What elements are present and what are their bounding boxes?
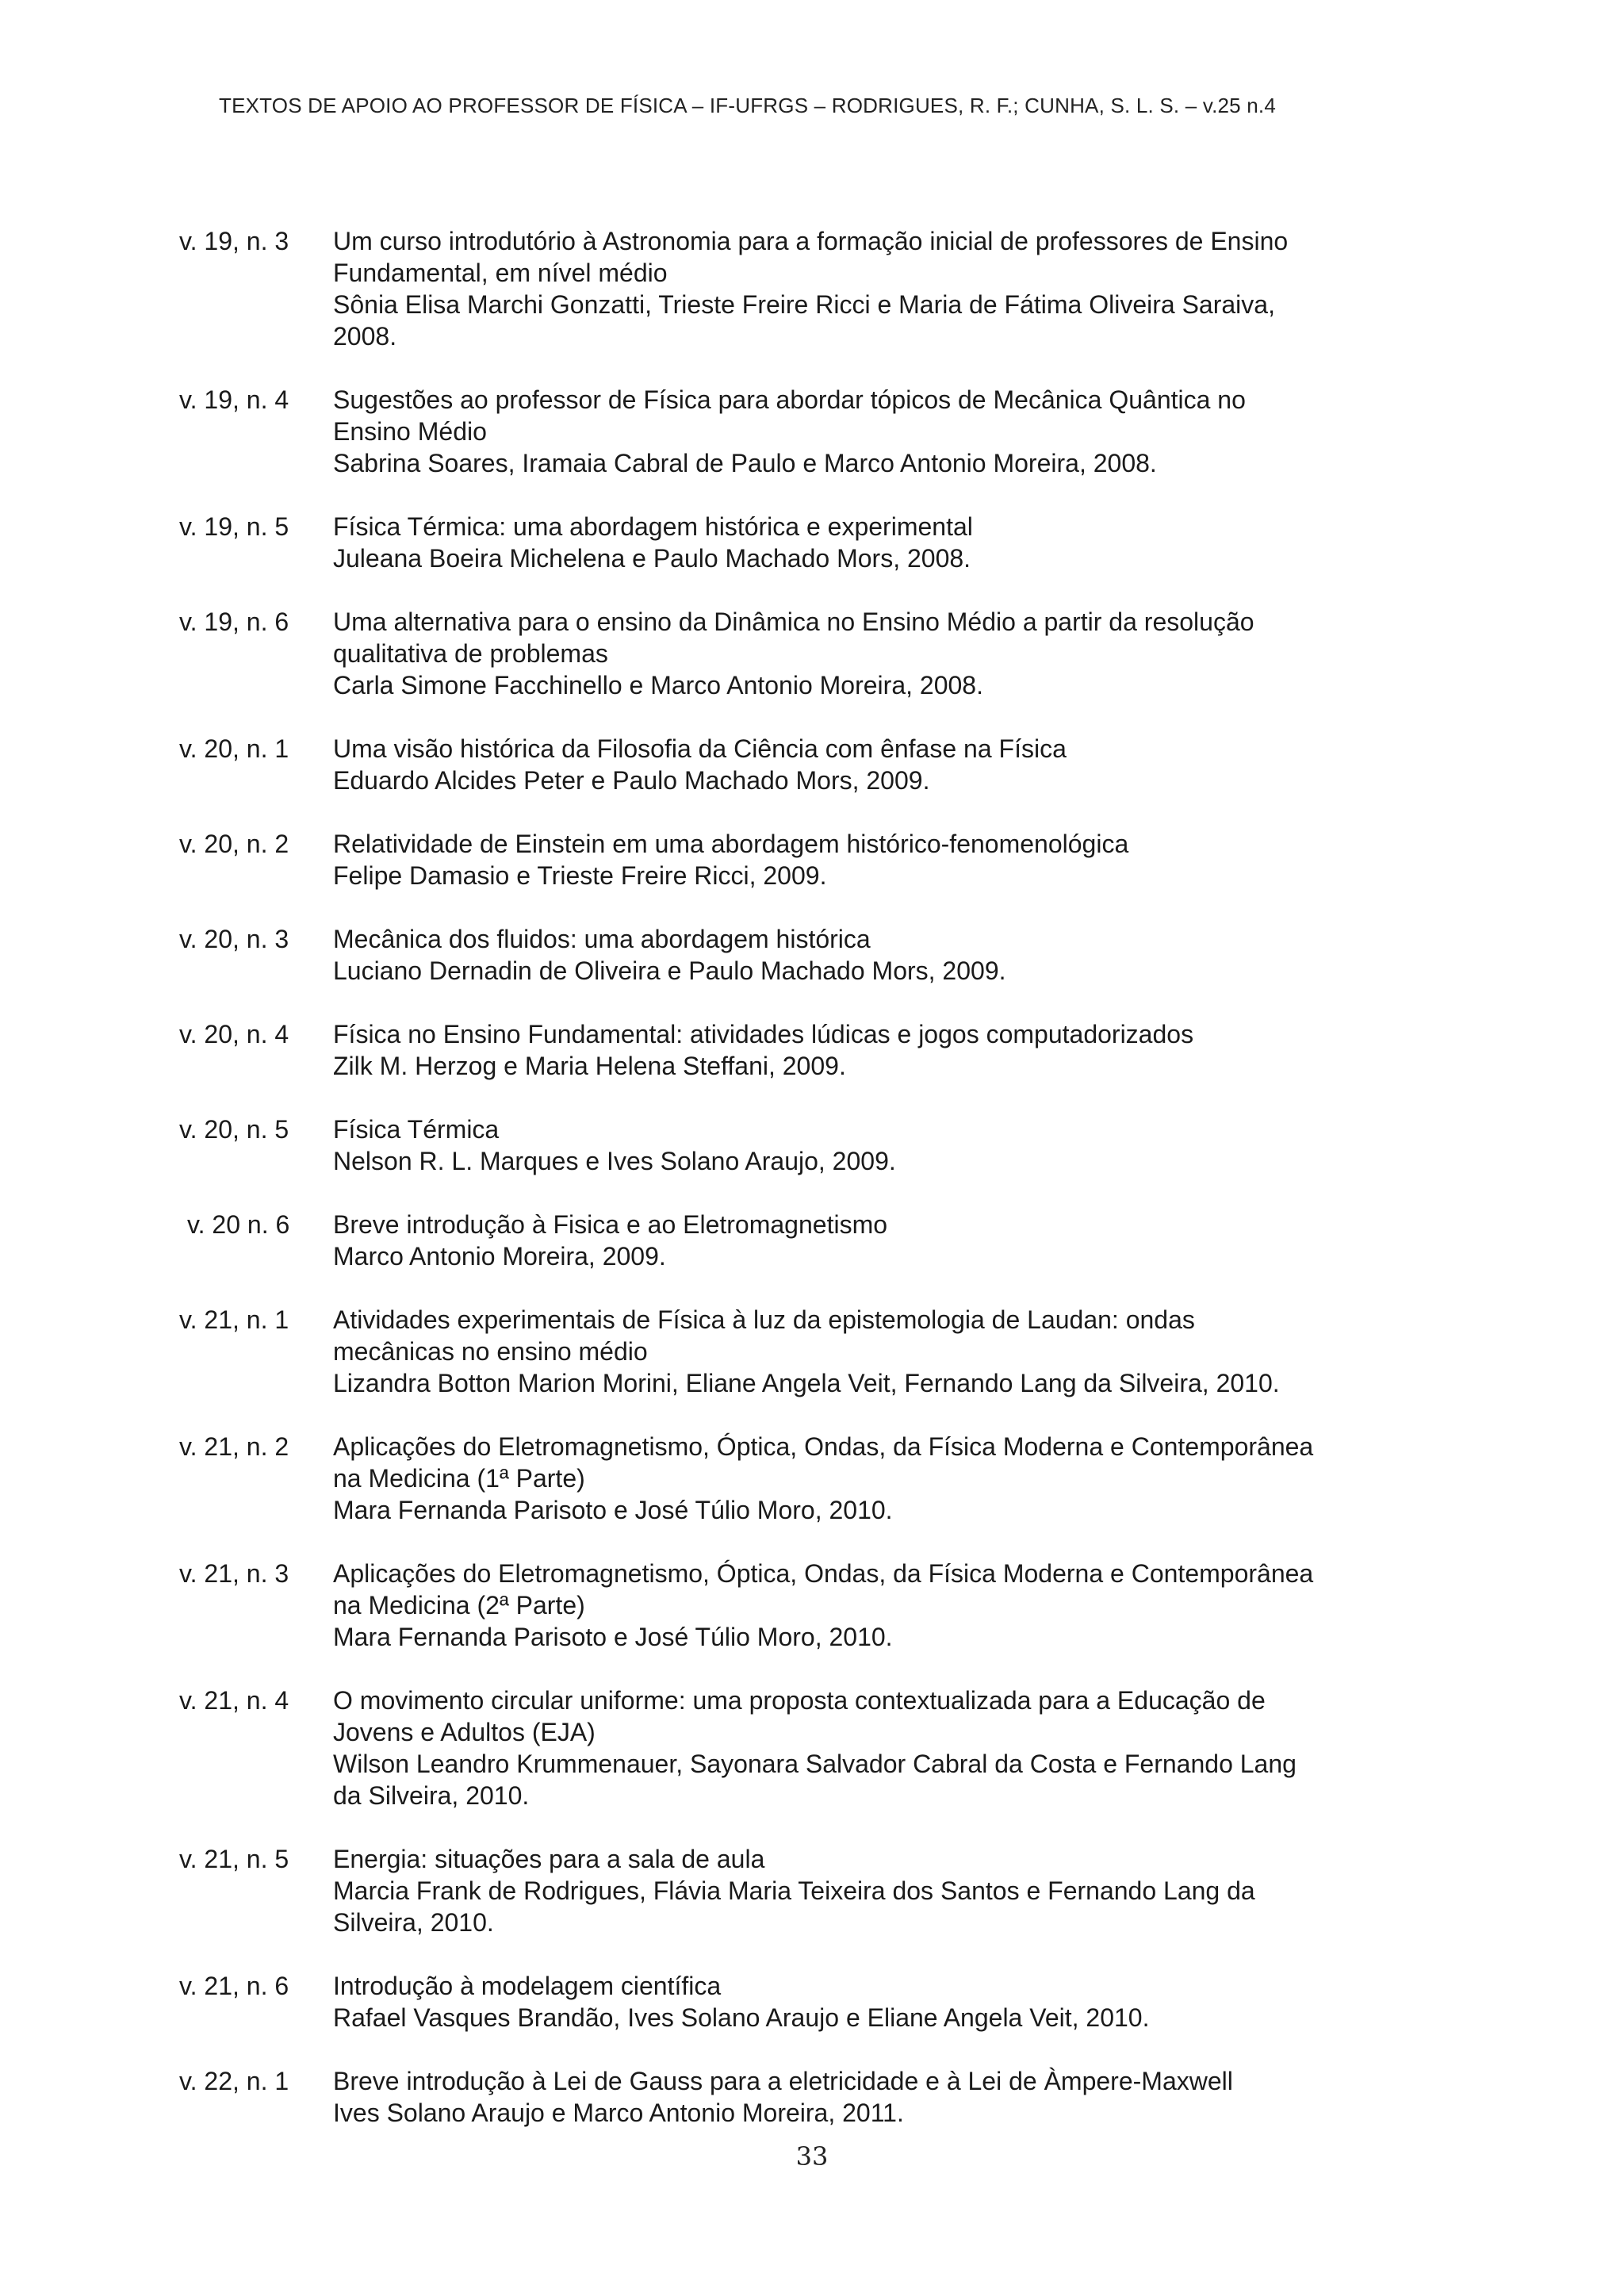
entry-line: Sabrina Soares, Iramaia Cabral de Paulo e Marco Antonio Moreira, 2008. xyxy=(333,449,1157,477)
entry-body xyxy=(333,225,1432,352)
entry-line: Física Térmica: uma abordagem histórica e experimental xyxy=(333,512,973,541)
entry-line: Juleana Boeira Michelena e Paulo Machado Mors, 2008. xyxy=(333,544,971,573)
entry-body xyxy=(333,733,1432,796)
entry-line: Uma alternativa para o ensino da Dinâmica no Ensino Médio a partir da resolução xyxy=(333,608,1254,636)
entry-body xyxy=(333,1114,1432,1177)
entry-body xyxy=(333,1970,1432,2033)
entry-line: Breve introdução à Lei de Gauss para a eletricidade e à Lei de Àmpere-Maxwell xyxy=(333,2067,1233,2095)
page-number: 33 xyxy=(795,2141,829,2171)
volume-number: v. 21, n. 2 xyxy=(179,1432,289,1461)
volume-number: v. 19, n. 3 xyxy=(179,227,289,255)
entry-line: mecânicas no ensino médio xyxy=(333,1337,648,1366)
list-item xyxy=(179,1558,1432,1653)
entry-body xyxy=(333,2065,1432,2129)
entry-line: 2008. xyxy=(333,322,397,351)
entry-line: qualitativa de problemas xyxy=(333,639,608,668)
entry-body xyxy=(333,1304,1432,1399)
volume-number: v. 20, n. 4 xyxy=(179,1020,289,1048)
list-item xyxy=(179,1431,1432,1526)
entry-line: Ensino Médio xyxy=(333,417,487,446)
list-item xyxy=(179,1685,1432,1811)
entry-line: Wilson Leandro Krummenauer, Sayonara Salvador Cabral da Costa e Fernando Lang xyxy=(333,1750,1297,1778)
entry-body xyxy=(333,1843,1432,1938)
volume-number: v. 21, n. 5 xyxy=(179,1845,289,1873)
entry-line: Rafael Vasques Brandão, Ives Solano Araujo e Eliane Angela Veit, 2010. xyxy=(333,2003,1150,2032)
volume-number: v. 20, n. 5 xyxy=(179,1115,289,1144)
volume-number: v. 20, n. 1 xyxy=(179,734,289,763)
list-item xyxy=(179,225,1432,352)
list-item xyxy=(179,1018,1432,1082)
list-item xyxy=(179,384,1432,479)
entry-line: Nelson R. L. Marques e Ives Solano Araujo, 2009. xyxy=(333,1147,896,1175)
entry-body xyxy=(333,1685,1432,1811)
volume-number: v. 21, n. 4 xyxy=(179,1686,289,1715)
entry-line: Uma visão histórica da Filosofia da Ciência com ênfase na Física xyxy=(333,734,1067,763)
entry-line: Felipe Damasio e Trieste Freire Ricci, 2009. xyxy=(333,861,827,890)
entry-line: da Silveira, 2010. xyxy=(333,1781,530,1810)
entry-line: Marcia Frank de Rodrigues, Flávia Maria Teixeira dos Santos e Fernando Lang da xyxy=(333,1876,1255,1905)
bibliography-list xyxy=(179,225,1432,2160)
list-item xyxy=(179,828,1432,891)
entry-line: Aplicações do Eletromagnetismo, Óptica, Ondas, da Física Moderna e Contemporânea xyxy=(333,1559,1314,1588)
entry-line: Sônia Elisa Marchi Gonzatti, Trieste Freire Ricci e Maria de Fátima Oliveira Saraiva, xyxy=(333,290,1275,319)
entry-line: Atividades experimentais de Física à luz da epistemologia de Laudan: ondas xyxy=(333,1305,1195,1334)
entry-body xyxy=(333,923,1432,987)
volume-number: v. 20 n. 6 xyxy=(187,1210,290,1239)
entry-line: Luciano Dernadin de Oliveira e Paulo Machado Mors, 2009. xyxy=(333,956,1006,985)
list-item xyxy=(179,511,1432,574)
volume-number: v. 21, n. 1 xyxy=(179,1305,289,1334)
volume-number: v. 20, n. 3 xyxy=(179,925,289,953)
entry-line: Marco Antonio Moreira, 2009. xyxy=(333,1242,666,1271)
entry-line: Mara Fernanda Parisoto e José Túlio Moro, 2010. xyxy=(333,1623,893,1651)
entry-body xyxy=(333,511,1432,574)
volume-number: v. 19, n. 4 xyxy=(179,385,289,414)
list-item xyxy=(179,1304,1432,1399)
entry-line: Lizandra Botton Marion Morini, Eliane Angela Veit, Fernando Lang da Silveira, 2010. xyxy=(333,1369,1280,1397)
entry-line: Mara Fernanda Parisoto e José Túlio Moro, 2010. xyxy=(333,1496,893,1524)
list-item xyxy=(179,1843,1432,1938)
entry-line: Introdução à modelagem científica xyxy=(333,1972,722,2000)
list-item xyxy=(179,606,1432,701)
volume-number: v. 22, n. 1 xyxy=(179,2067,289,2095)
volume-number: v. 21, n. 6 xyxy=(179,1972,289,2000)
entry-line: na Medicina (1ª Parte) xyxy=(333,1464,585,1493)
entry-line: Energia: situações para a sala de aula xyxy=(333,1845,765,1873)
entry-line: Ives Solano Araujo e Marco Antonio Moreira, 2011. xyxy=(333,2099,904,2127)
entry-line: Jovens e Adultos (EJA) xyxy=(333,1718,596,1746)
entry-line: Um curso introdutório à Astronomia para a formação inicial de professores de Ensino xyxy=(333,227,1289,255)
list-item xyxy=(179,733,1432,796)
volume-number: v. 19, n. 6 xyxy=(179,608,289,636)
entry-body xyxy=(333,1018,1432,1082)
entry-line: Física Térmica xyxy=(333,1115,500,1144)
entry-line: Silveira, 2010. xyxy=(333,1908,494,1937)
list-item xyxy=(179,1114,1432,1177)
entry-line: Relatividade de Einstein em uma abordagem histórico-fenomenológica xyxy=(333,830,1129,858)
entry-line: Eduardo Alcides Peter e Paulo Machado Mors, 2009. xyxy=(333,766,930,795)
entry-line: Mecânica dos fluidos: uma abordagem histórica xyxy=(333,925,871,953)
list-item xyxy=(179,2065,1432,2129)
entry-body xyxy=(333,1431,1432,1526)
volume-number: v. 20, n. 2 xyxy=(179,830,289,858)
list-item xyxy=(179,923,1432,987)
entry-body xyxy=(333,384,1432,479)
volume-number: v. 21, n. 3 xyxy=(179,1559,289,1588)
entry-line: Sugestões ao professor de Física para abordar tópicos de Mecânica Quântica no xyxy=(333,385,1246,414)
entry-body xyxy=(333,1209,1432,1272)
volume-number: v. 19, n. 5 xyxy=(179,512,289,541)
entry-line: Física no Ensino Fundamental: atividades lúdicas e jogos computadorizados xyxy=(333,1020,1194,1048)
list-item xyxy=(179,1970,1432,2033)
list-item xyxy=(179,1209,1432,1272)
entry-line: Fundamental, em nível médio xyxy=(333,259,668,287)
entry-line: na Medicina (2ª Parte) xyxy=(333,1591,585,1619)
entry-line: Breve introdução à Fisica e ao Eletromagnetismo xyxy=(333,1210,888,1239)
entry-body xyxy=(333,606,1432,701)
entry-line: Carla Simone Facchinello e Marco Antonio Moreira, 2008. xyxy=(333,671,983,700)
entry-line: O movimento circular uniforme: uma proposta contextualizada para a Educação de xyxy=(333,1686,1266,1715)
entry-line: Zilk M. Herzog e Maria Helena Steffani, 2009. xyxy=(333,1052,846,1080)
entry-body xyxy=(333,828,1432,891)
running-header: TEXTOS DE APOIO AO PROFESSOR DE FÍSICA – IF-UFRGS – RODRIGUES, R. F.; CUNHA, S. L. S. – v.25 n.4 xyxy=(219,94,1276,117)
entry-body xyxy=(333,1558,1432,1653)
entry-line: Aplicações do Eletromagnetismo, Óptica, Ondas, da Física Moderna e Contemporânea xyxy=(333,1432,1314,1461)
